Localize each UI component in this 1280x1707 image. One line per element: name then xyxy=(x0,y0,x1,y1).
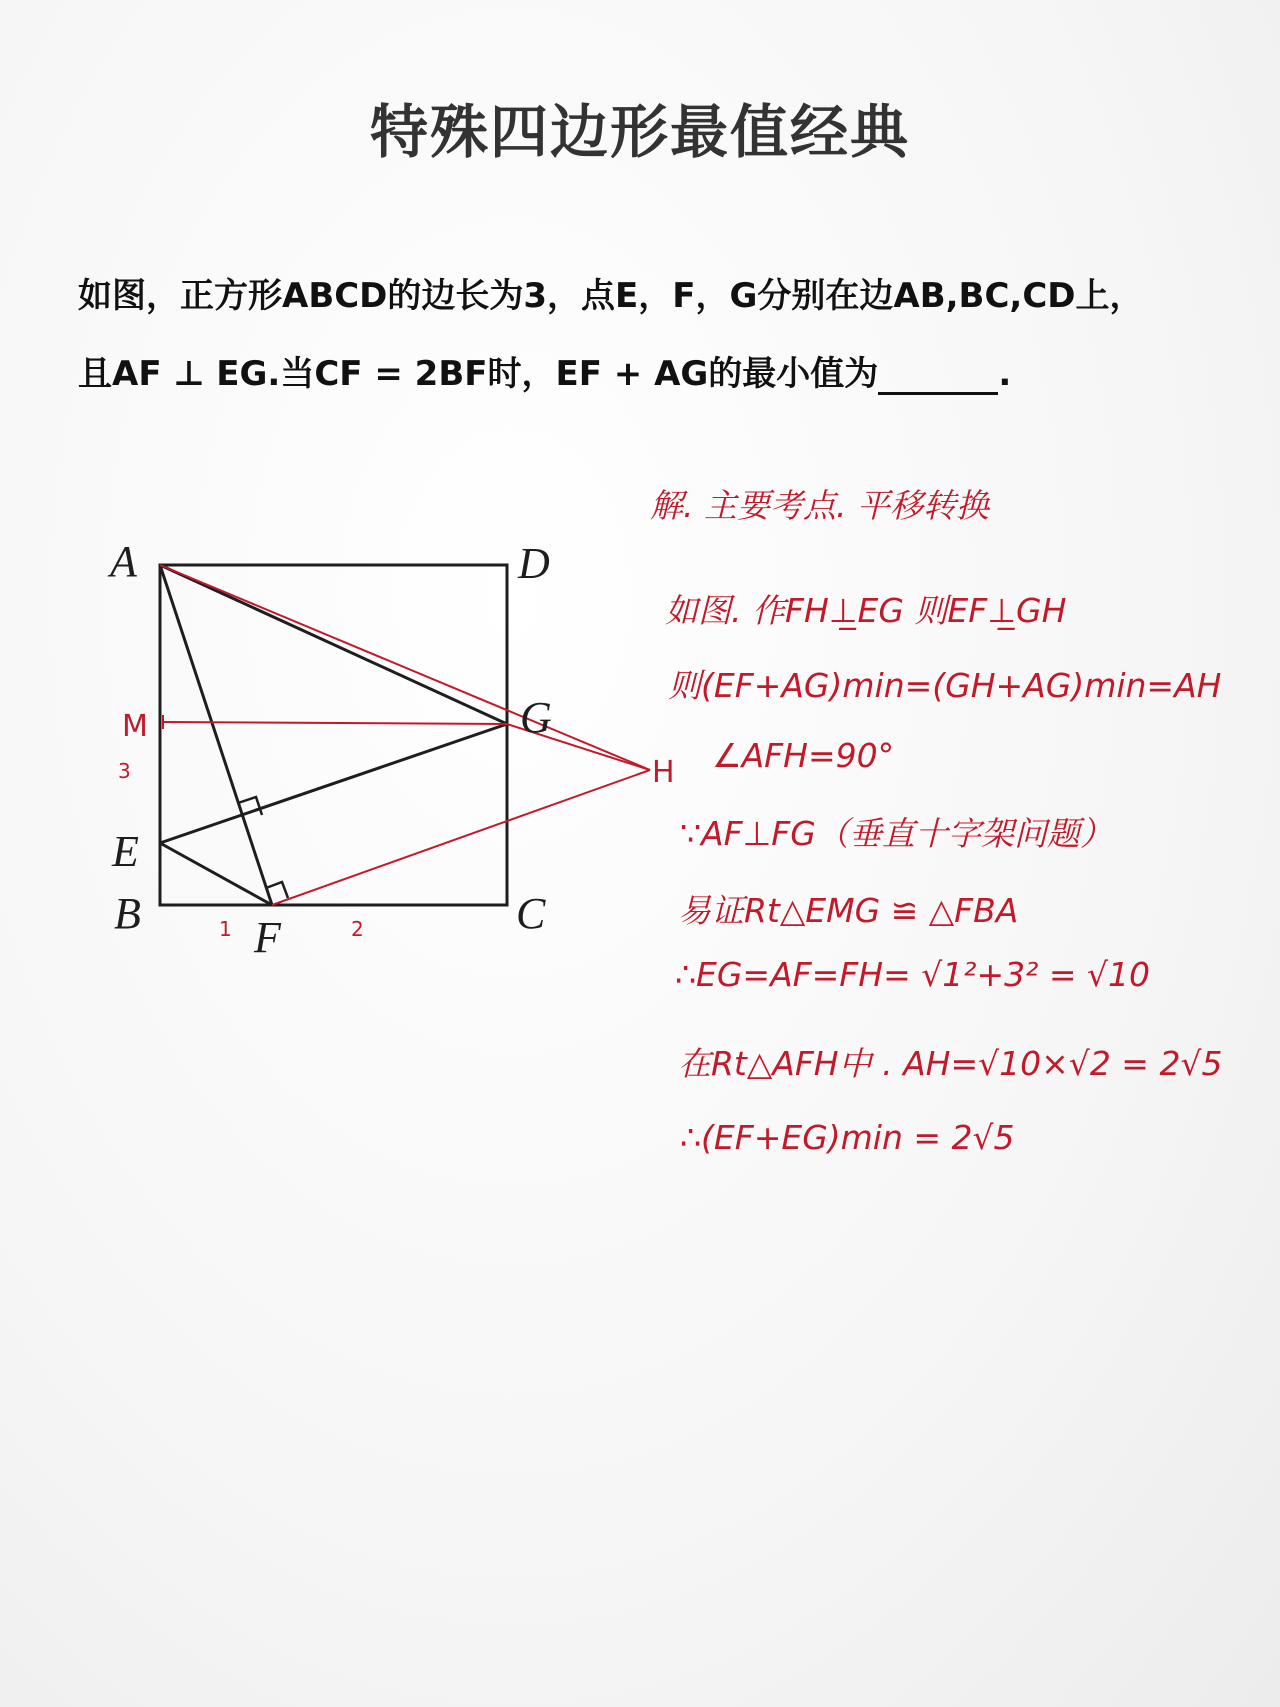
label-e: E xyxy=(112,827,139,876)
solution-step-7: 在Rt△AFH中 . AH=√10×√2 = 2√5 xyxy=(678,1044,1223,1083)
segment-ah xyxy=(160,565,650,770)
label-b: B xyxy=(114,889,141,938)
problem-line-2-text: 且AF ⊥ EG.当CF = 2BF时，EF + AG的最小值为 xyxy=(78,354,879,394)
label-d: D xyxy=(518,539,550,588)
solution-step-1: 如图. 作FH⊥̲EG 则EF⊥̲GH xyxy=(665,591,1067,630)
solution-step-2: 则(EF+AG)min=(GH+AG)min=AH xyxy=(668,666,1222,705)
solution-step-6: ∴EG=AF=FH= √1²+3² = √10 xyxy=(675,955,1150,994)
solution-step-3: ∠AFH=90° xyxy=(712,736,895,775)
problem-line-1: 如图，正方形ABCD的边长为3，点E，F，G分别在边AB,BC,CD上， xyxy=(78,276,1144,316)
label-c: C xyxy=(516,889,546,938)
label-f: F xyxy=(254,913,281,962)
segment-ag xyxy=(160,565,507,724)
segment-mg xyxy=(163,722,507,724)
note-fc: 2 xyxy=(351,917,364,941)
segment-fh xyxy=(272,770,650,905)
segment-eg xyxy=(160,724,507,843)
label-a: A xyxy=(110,537,137,586)
label-m: M xyxy=(122,709,148,744)
note-bf: 1 xyxy=(219,917,232,941)
solution-step-8: ∴(EF+EG)min = 2√5 xyxy=(680,1118,1015,1157)
square-abcd xyxy=(160,565,507,905)
label-g: G xyxy=(520,693,552,742)
page-title: 特殊四边形最值经典 xyxy=(369,98,910,166)
problem-line-2-end: . xyxy=(998,354,1012,394)
note-side: 3 xyxy=(118,759,131,783)
label-h: H xyxy=(652,755,675,790)
solution-heading: 解. 主要考点. 平移转换 xyxy=(650,486,989,525)
solution-step-4: ∵AF⊥FG（垂直十字架问题） xyxy=(680,814,1113,853)
solution-step-5: 易证Rt△EMG ≌ △FBA xyxy=(678,891,1019,930)
